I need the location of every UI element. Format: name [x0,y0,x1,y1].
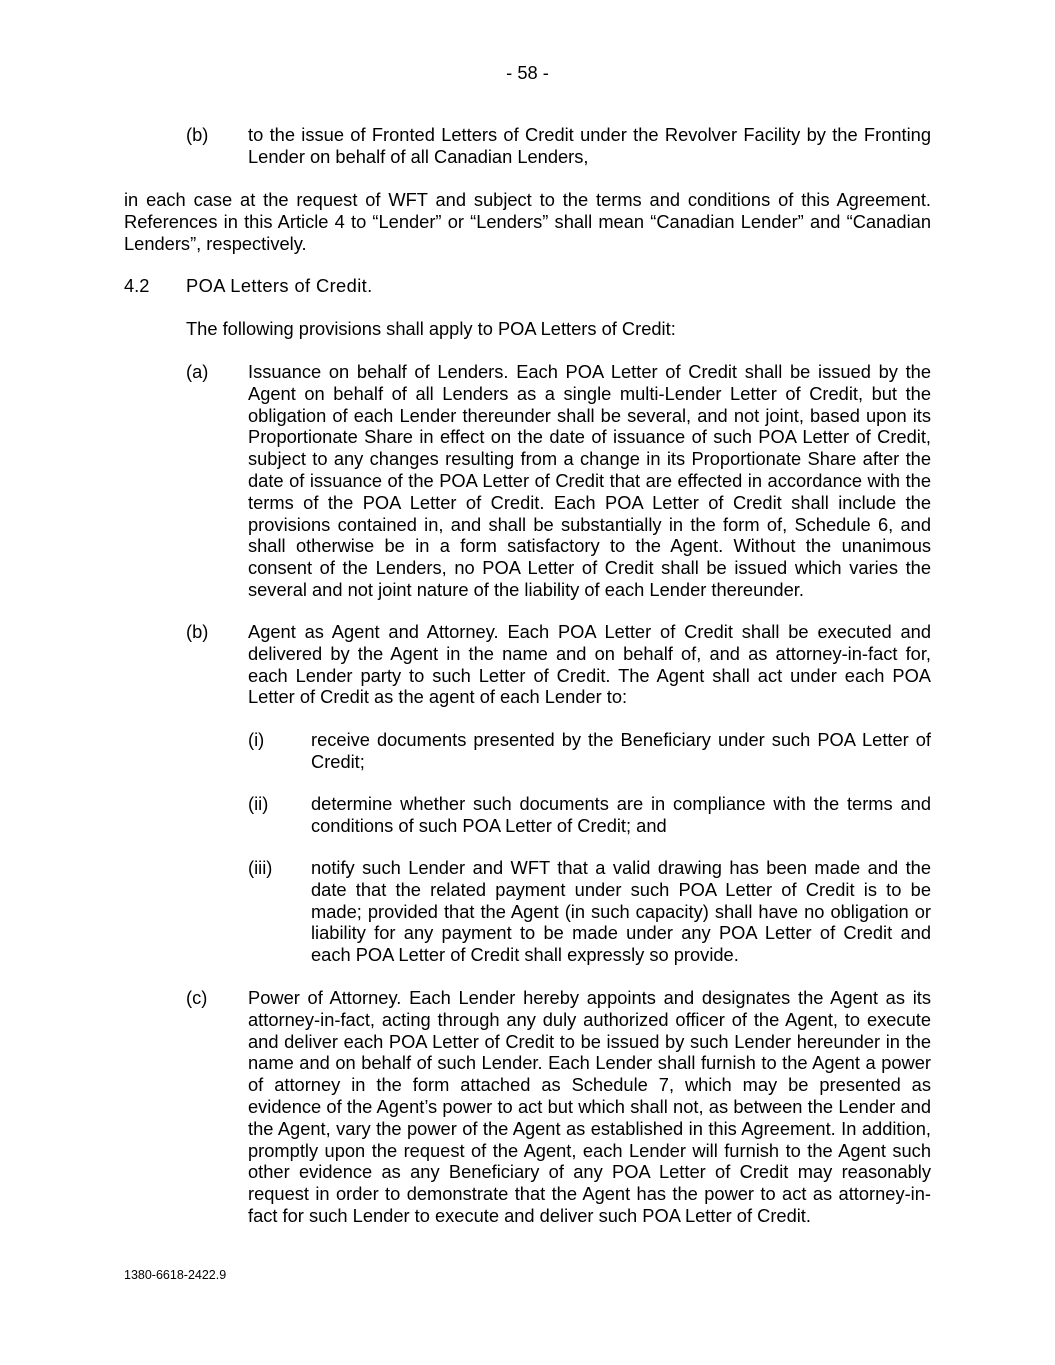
subitem-ii-text: determine whether such documents are in compliance with the terms and conditions of such POA Letter of Credit; and [311,793,931,836]
subitem-i-label: (i) [248,729,265,750]
section-lead-in: The following provisions shall apply to POA Letters of Credit: [186,318,676,339]
item-c-label: (c) [186,987,208,1008]
subitem-i-text: receive documents presented by the Beneficiary under such POA Letter of Credit; [311,729,931,772]
intro-item-text: to the issue of Fronted Letters of Credit under the Revolver Facility by the Fronting Lender on behalf of all Canadian Lenders, [248,124,931,167]
item-a-text: Issuance on behalf of Lenders. Each POA Letter of Credit shall be issued by the Agent on behalf of all Lenders as a single multi-Lender Letter of Credit, but the obligation of each Lender thereunder shall be several, and not joint, based upon its Proportionate Share in effect on the date of issuance of such POA Letter of Credit, subject to any changes resulting from a change in its Proportionate Share after the date of issuance of the POA Letter of Credit that are effected in accordance with the terms of the POA Letter of Credit. Each POA Letter of Credit shall include the provisions contained in, and shall be substantially in the form of, Schedule 6, and shall otherwise be in a form satisfactory to the Agent. Without the unanimous consent of the Lenders, no POA Letter of Credit shall be issued which varies the several and not joint nature of the liability of each Lender thereunder. [248,361,931,600]
subitem-iii-text: notify such Lender and WFT that a valid drawing has been made and the date that the related payment under such POA Letter of Credit is to be made; provided that the Agent (in such capacity) shall have no obligation or liability for any payment to be made under any POA Letter of Credit and each POA Letter of Credit shall expressly so provide. [311,857,931,966]
item-b-label: (b) [186,621,209,642]
page-number: - 58 - [506,62,549,83]
subitem-ii-label: (ii) [248,793,269,814]
item-a-label: (a) [186,361,209,382]
section-number: 4.2 [124,275,150,296]
intro-item-label: (b) [186,124,209,145]
subitem-iii-label: (iii) [248,857,273,878]
closing-paragraph: in each case at the request of WFT and subject to the terms and conditions of this Agreement. References in this Article 4 to “Lender” or “Lenders” shall mean “Canadian Lender” and “Canadian Lenders”, respectively. [124,189,931,254]
section-title: POA Letters of Credit. [186,275,373,296]
document-id: 1380-6618-2422.9 [124,1268,227,1282]
item-b-text: Agent as Agent and Attorney. Each POA Letter of Credit shall be executed and delivered by the Agent in the name and on behalf of, and as attorney-in-fact for, each Lender party to such Letter of Credit. The Agent shall act under each POA Letter of Credit as the agent of each Lender to: [248,621,931,708]
item-c-text: Power of Attorney. Each Lender hereby appoints and designates the Agent as its attorney-in-fact, acting through any duly authorized officer of the Agent, to execute and deliver each POA Letter of Credit to be issued by such Lender hereunder in the name and on behalf of such Lender. Each Lender shall furnish to the Agent a power of attorney in the form attached as Schedule 7, which may be presented as evidence of the Agent’s power to act but which shall not, as between the Lender and the Agent, vary the power of the Agent as established in this Agreement. In addition, promptly upon the request of the Agent, each Lender will furnish to the Agent such other evidence as any Beneficiary of any POA Letter of Credit may reasonably request in order to demonstrate that the Agent has the power to act as attorney-in-fact for such Lender to execute and deliver such POA Letter of Credit. [248,987,931,1226]
